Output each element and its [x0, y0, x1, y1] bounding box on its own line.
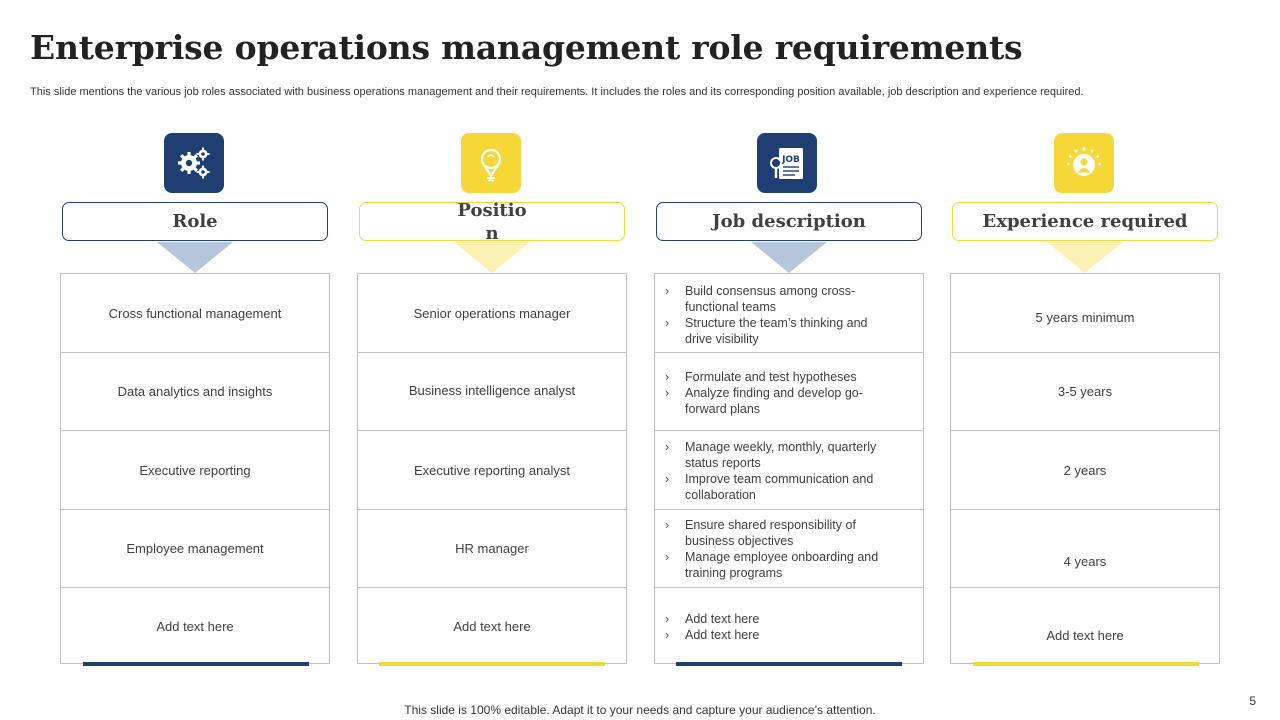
position-header: [359, 199, 625, 244]
table-cell: 3-5 years: [951, 352, 1219, 430]
table-cell: Employee management: [61, 509, 329, 587]
table-cell: Add text here: [61, 587, 329, 665]
expert-person-stars-icon: [1054, 133, 1114, 193]
experience-pointer: [1047, 242, 1123, 273]
table-cell: Cross functional management: [108, 305, 282, 321]
role-header: Role: [62, 202, 328, 241]
table-cell: [655, 274, 923, 352]
role-accent-bar: [83, 662, 309, 666]
table-cell: Data analytics and insights: [61, 352, 329, 430]
table-cell: Senior operations manager: [413, 305, 571, 321]
list-item: › Ensure shared responsibility of business objectives: [665, 517, 885, 549]
lightbulb-icon: [461, 133, 521, 193]
table-cell: [655, 587, 923, 665]
table-cell: [655, 352, 923, 430]
table-cell: 2 years: [951, 430, 1219, 509]
footer-note: This slide is 100% editable. Adapt it to your needs and capture your audience’s attention.: [404, 703, 876, 717]
experience-accent-bar: [973, 662, 1199, 666]
experience-header: Experience required: [952, 202, 1218, 241]
position-accent-bar: [379, 662, 605, 666]
table-cell: HR manager: [358, 509, 626, 587]
table-cell: Executive reporting analyst: [358, 430, 626, 509]
position-column: [357, 273, 627, 664]
table-cell: Add text here: [358, 587, 626, 665]
list-item: › Structure the team’s thinking and drive visibility: [665, 315, 885, 347]
table-cell: 4 years: [951, 509, 1219, 587]
role-pointer: [157, 242, 233, 273]
table-cell: 5 years minimum: [1035, 309, 1135, 325]
position-pointer: [454, 242, 530, 273]
gears-icon: [164, 133, 224, 193]
list-item: › Add text here: [665, 611, 885, 627]
job-description-accent-bar: [676, 662, 902, 666]
list-item: › Formulate and test hypotheses: [665, 369, 885, 385]
experience-column: [950, 273, 1220, 664]
list-item: › Manage weekly, monthly, quarterly status reports: [665, 439, 885, 471]
job-description-pointer: [751, 242, 827, 273]
table-cell: [655, 430, 923, 509]
list-item: › Build consensus among cross-functional teams: [665, 283, 885, 315]
page-subtitle: This slide mentions the various job roles associated with business operations management and their requirements. It includes the roles and its corresponding position available, job description and experience required.: [30, 86, 1084, 98]
job-description-header: Job description: [656, 202, 922, 241]
list-item: › Manage employee onboarding and training programs: [665, 549, 885, 581]
role-column: [60, 273, 330, 664]
svg-text:JOB: JOB: [782, 155, 800, 165]
table-cell: Add text here: [951, 587, 1219, 665]
table-cell: Executive reporting: [61, 430, 329, 509]
page-number: 5: [1249, 694, 1256, 708]
table-cell: Business intelligence analyst: [358, 352, 626, 430]
job-description-column: [654, 273, 924, 664]
list-item: › Improve team communication and collaboration: [665, 471, 885, 503]
table-cell: [655, 509, 923, 587]
list-item: › Analyze finding and develop go-forward plans: [665, 385, 885, 417]
list-item: › Add text here: [665, 627, 885, 643]
position-header-label: Position: [457, 199, 527, 244]
job-document-icon: [757, 133, 817, 193]
page-title: Enterprise operations management role requirements: [30, 28, 1023, 67]
